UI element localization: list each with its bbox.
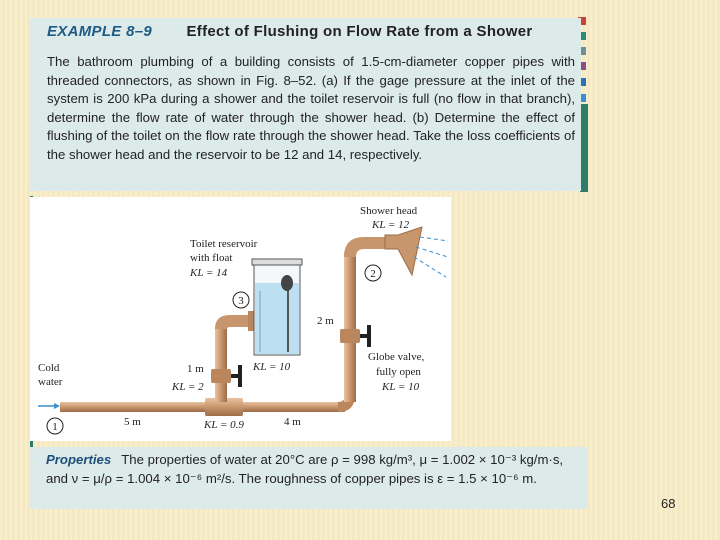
right-riser bbox=[344, 252, 356, 402]
shower-head-label: Shower head bbox=[360, 205, 418, 217]
top-elbow bbox=[344, 237, 385, 257]
toilet-reservoir-icon bbox=[252, 259, 302, 355]
cold-water-label-line2: water bbox=[38, 376, 63, 388]
shower-head-k-label: KL = 12 bbox=[372, 219, 410, 231]
tee-branch-k-label: KL = 2 bbox=[172, 381, 204, 393]
cold-water-label-line1: Cold bbox=[38, 362, 60, 374]
length-2m-label: 2 m bbox=[317, 315, 334, 327]
example-label: EXAMPLE 8–9 bbox=[47, 23, 153, 40]
tee-line-k-label: KL = 0.9 bbox=[204, 419, 244, 431]
toilet-k-label: KL = 14 bbox=[190, 267, 228, 279]
globe-valve-label-line1: Globe valve, bbox=[368, 351, 425, 363]
length-4m-label: 4 m bbox=[284, 416, 301, 428]
length-1m-label: 1 m bbox=[187, 363, 204, 375]
toilet-label-line2: with float bbox=[190, 252, 233, 264]
properties-text-block bbox=[46, 451, 576, 488]
example-title: Effect of Flushing on Flow Rate from a Shower bbox=[186, 23, 533, 40]
point-2-marker bbox=[365, 265, 381, 281]
toilet-branch-riser bbox=[215, 327, 227, 402]
point-1-marker bbox=[47, 418, 63, 434]
main-pipe bbox=[60, 402, 345, 412]
inlet-arrow-icon bbox=[38, 403, 60, 409]
svg-text:3: 3 bbox=[238, 295, 244, 307]
page-number: 68 bbox=[661, 496, 676, 511]
plumbing-figure bbox=[30, 197, 451, 441]
example-body: The bathroom plumbing of a building consists of 1.5-cm-diameter copper pipes with threaded connectors, as shown in Fig. 8–52. (a) If the gage pressure at the inlet of the system is 200 kPa during a shower and the toilet reservoir is full (no flow in that branch), determine the flow rate of water through the shower head. (b) Determine the effect of flushing of the toilet on the flow rate through the shower head. Take the loss coefficients of the shower head and the reservoir to be 12 and 14, respectively. bbox=[47, 54, 575, 162]
accent-bar bbox=[580, 104, 588, 192]
globe-valve-label-line2: fully open bbox=[376, 366, 421, 378]
toilet-label-line1: Toilet reservoir bbox=[190, 238, 258, 250]
properties-label: Properties bbox=[46, 452, 112, 467]
point-3-marker bbox=[233, 292, 249, 308]
length-5m-label: 5 m bbox=[124, 416, 141, 428]
properties-text: The properties of water at 20°C are ρ = 998 kg/m³, μ = 1.002 × 10⁻³ kg/m·s, and ν = μ/ρ = 1.004 × 10⁻⁶ m²/s. The roughness of copper pipes is ε = 1.5 × 10⁻⁶ m. bbox=[46, 452, 564, 486]
shower-head-icon bbox=[385, 227, 448, 277]
svg-text:2: 2 bbox=[370, 268, 376, 280]
example-heading bbox=[47, 23, 533, 40]
globe-valve-k-label: KL = 10 bbox=[382, 381, 420, 393]
branch-valve-k-label: KL = 10 bbox=[253, 361, 291, 373]
svg-text:1: 1 bbox=[52, 421, 58, 433]
plumbing-diagram bbox=[30, 197, 451, 441]
